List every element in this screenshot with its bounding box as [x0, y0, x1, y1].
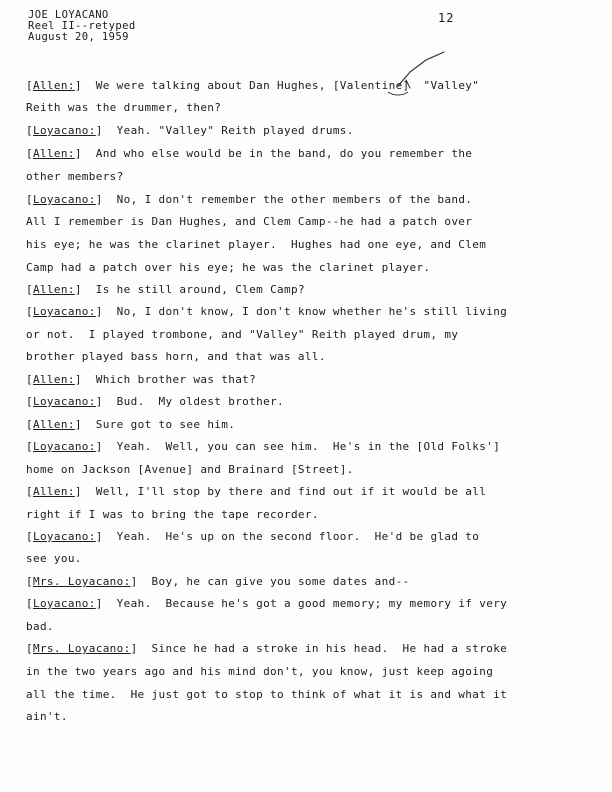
speaker-bracket-close: ]	[74, 79, 82, 92]
utterance-text: see you.	[26, 552, 82, 565]
utterance-text: Yeah. "Valley" Reith played drums.	[102, 124, 354, 137]
transcript-line-continuation	[26, 102, 221, 114]
utterance-text: home on Jackson [Avenue] and Brainard [Street].	[26, 463, 354, 476]
transcript-line-speaker	[26, 194, 472, 206]
speaker-label	[26, 124, 103, 137]
speaker-name: Allen:	[32, 283, 75, 296]
transcript-line-speaker	[26, 576, 410, 588]
speaker-label	[26, 147, 82, 160]
speaker-bracket-close: ]	[74, 373, 82, 386]
speaker-name: Mrs. Loyacano:	[32, 575, 131, 588]
transcript-line-continuation	[26, 171, 124, 183]
transcript-line-continuation	[26, 329, 458, 341]
utterance-text: All I remember is Dan Hughes, and Clem Camp--he had a patch over	[26, 215, 473, 228]
utterance-text: Bud. My oldest brother.	[102, 395, 285, 408]
speaker-name: Loyacano:	[32, 440, 96, 453]
speaker-bracket-close: ]	[95, 530, 103, 543]
speaker-name: Loyacano:	[32, 305, 96, 318]
utterance-text: brother played bass horn, and that was all.	[26, 350, 326, 363]
transcript-line-continuation	[26, 239, 486, 251]
utterance-text: And who else would be in the band, do you remember the	[81, 147, 473, 160]
speaker-name: Loyacano:	[32, 124, 96, 137]
speaker-bracket-open: [	[26, 395, 33, 408]
speaker-label	[26, 530, 103, 543]
speaker-bracket-close: ]	[95, 124, 103, 137]
speaker-label	[26, 642, 138, 655]
interviewee-name: JOE LOYACANO	[28, 9, 109, 21]
transcript-line-continuation	[26, 262, 430, 274]
transcript-line-speaker	[26, 148, 472, 160]
transcript-line-continuation	[26, 711, 68, 723]
speaker-bracket-close: ]	[95, 395, 103, 408]
speaker-label	[26, 79, 82, 92]
transcript-line-continuation	[26, 509, 319, 521]
interview-date: August 20, 1959	[28, 31, 129, 43]
speaker-name: Allen:	[32, 418, 75, 431]
speaker-bracket-close: ]	[130, 575, 138, 588]
utterance-text: Reith was the drummer, then?	[26, 101, 222, 114]
utterance-text: right if I was to bring the tape recorder.	[26, 508, 319, 521]
speaker-label	[26, 485, 82, 498]
utterance-text: ain't.	[26, 710, 68, 723]
speaker-bracket-close: ]	[95, 440, 103, 453]
transcript-line-speaker	[26, 441, 500, 453]
transcript-line-speaker	[26, 374, 256, 386]
transcript-line-continuation	[26, 689, 507, 701]
transcript-line-continuation	[26, 216, 472, 228]
speaker-name: Loyacano:	[32, 193, 96, 206]
transcript-line-speaker	[26, 643, 507, 655]
utterance-text: his eye; he was the clarinet player. Hughes had one eye, and Clem	[26, 238, 487, 251]
utterance-text: No, I don't know, I don't know whether he's still living	[102, 305, 508, 318]
speaker-bracket-open: [	[26, 440, 33, 453]
utterance-text: Yeah. Because he's got a good memory; my memory if very	[102, 597, 508, 610]
speaker-bracket-close: ]	[130, 642, 138, 655]
speaker-bracket-open: [	[26, 305, 33, 318]
utterance-text: in the two years ago and his mind don't, you know, just keep agoing	[26, 665, 494, 678]
utterance-text: Sure got to see him.	[81, 418, 236, 431]
speaker-bracket-open: [	[26, 147, 33, 160]
speaker-name: Allen:	[32, 147, 75, 160]
transcript-line-continuation	[26, 351, 326, 363]
speaker-name: Allen:	[32, 485, 75, 498]
speaker-label	[26, 193, 103, 206]
speaker-name: Loyacano:	[32, 597, 96, 610]
handwritten-insertion-mark	[380, 40, 460, 110]
speaker-bracket-close: ]	[74, 485, 82, 498]
utterance-text: or not. I played trombone, and "Valley" Reith played drum, my	[26, 328, 459, 341]
speaker-name: Mrs. Loyacano:	[32, 642, 131, 655]
utterance-text: Yeah. Well, you can see him. He's in the [Old Folks']	[102, 440, 501, 453]
speaker-label	[26, 597, 103, 610]
speaker-bracket-open: [	[26, 485, 33, 498]
speaker-bracket-open: [	[26, 79, 33, 92]
speaker-name: Loyacano:	[32, 395, 96, 408]
speaker-label	[26, 395, 103, 408]
transcript-line-speaker	[26, 486, 486, 498]
speaker-name: Allen:	[32, 373, 75, 386]
speaker-bracket-close: ]	[95, 305, 103, 318]
page-number: 12	[438, 11, 455, 25]
utterance-text: Boy, he can give you some dates and--	[137, 575, 410, 588]
transcript-line-speaker	[26, 396, 284, 408]
speaker-bracket-open: [	[26, 283, 33, 296]
transcript-line-speaker	[26, 306, 507, 318]
speaker-label	[26, 418, 82, 431]
transcript-line-continuation	[26, 621, 54, 633]
speaker-bracket-close: ]	[95, 193, 103, 206]
speaker-bracket-close: ]	[74, 418, 82, 431]
speaker-bracket-open: [	[26, 642, 33, 655]
transcript-line-speaker	[26, 531, 479, 543]
transcript-line-speaker	[26, 80, 479, 92]
speaker-bracket-open: [	[26, 530, 33, 543]
speaker-bracket-open: [	[26, 193, 33, 206]
transcript-line-continuation	[26, 666, 493, 678]
transcript-line-speaker	[26, 419, 235, 431]
transcript-line-speaker	[26, 598, 507, 610]
speaker-name: Loyacano:	[32, 530, 96, 543]
utterance-text: all the time. He just got to stop to think of what it is and what it	[26, 688, 508, 701]
utterance-text: other members?	[26, 170, 124, 183]
speaker-label	[26, 283, 82, 296]
transcript-line-continuation	[26, 464, 354, 476]
speaker-label	[26, 373, 82, 386]
speaker-name: Allen:	[32, 79, 75, 92]
speaker-bracket-open: [	[26, 373, 33, 386]
speaker-bracket-open: [	[26, 124, 33, 137]
speaker-bracket-open: [	[26, 575, 33, 588]
utterance-text: No, I don't remember the other members of the band.	[102, 193, 473, 206]
speaker-bracket-close: ]	[95, 597, 103, 610]
utterance-text: We were talking about Dan Hughes, [Valentine] "Valley"	[81, 79, 480, 92]
speaker-bracket-close: ]	[74, 147, 82, 160]
utterance-text: bad.	[26, 620, 54, 633]
utterance-text: Since he had a stroke in his head. He had a stroke	[137, 642, 508, 655]
utterance-text: Well, I'll stop by there and find out if it would be all	[81, 485, 487, 498]
utterance-text: Camp had a patch over his eye; he was the clarinet player.	[26, 261, 431, 274]
speaker-bracket-open: [	[26, 418, 33, 431]
speaker-bracket-close: ]	[74, 283, 82, 296]
speaker-label	[26, 575, 138, 588]
transcript-line-speaker	[26, 125, 354, 137]
utterance-text: Which brother was that?	[81, 373, 257, 386]
speaker-label	[26, 305, 103, 318]
utterance-text: Is he still around, Clem Camp?	[81, 283, 305, 296]
speaker-bracket-open: [	[26, 597, 33, 610]
utterance-text: Yeah. He's up on the second floor. He'd be glad to	[102, 530, 480, 543]
document-header	[28, 10, 136, 43]
transcript-line-continuation	[26, 553, 82, 565]
reel-label: Reel II--retyped	[28, 20, 136, 32]
transcript-line-speaker	[26, 284, 305, 296]
speaker-label	[26, 440, 103, 453]
